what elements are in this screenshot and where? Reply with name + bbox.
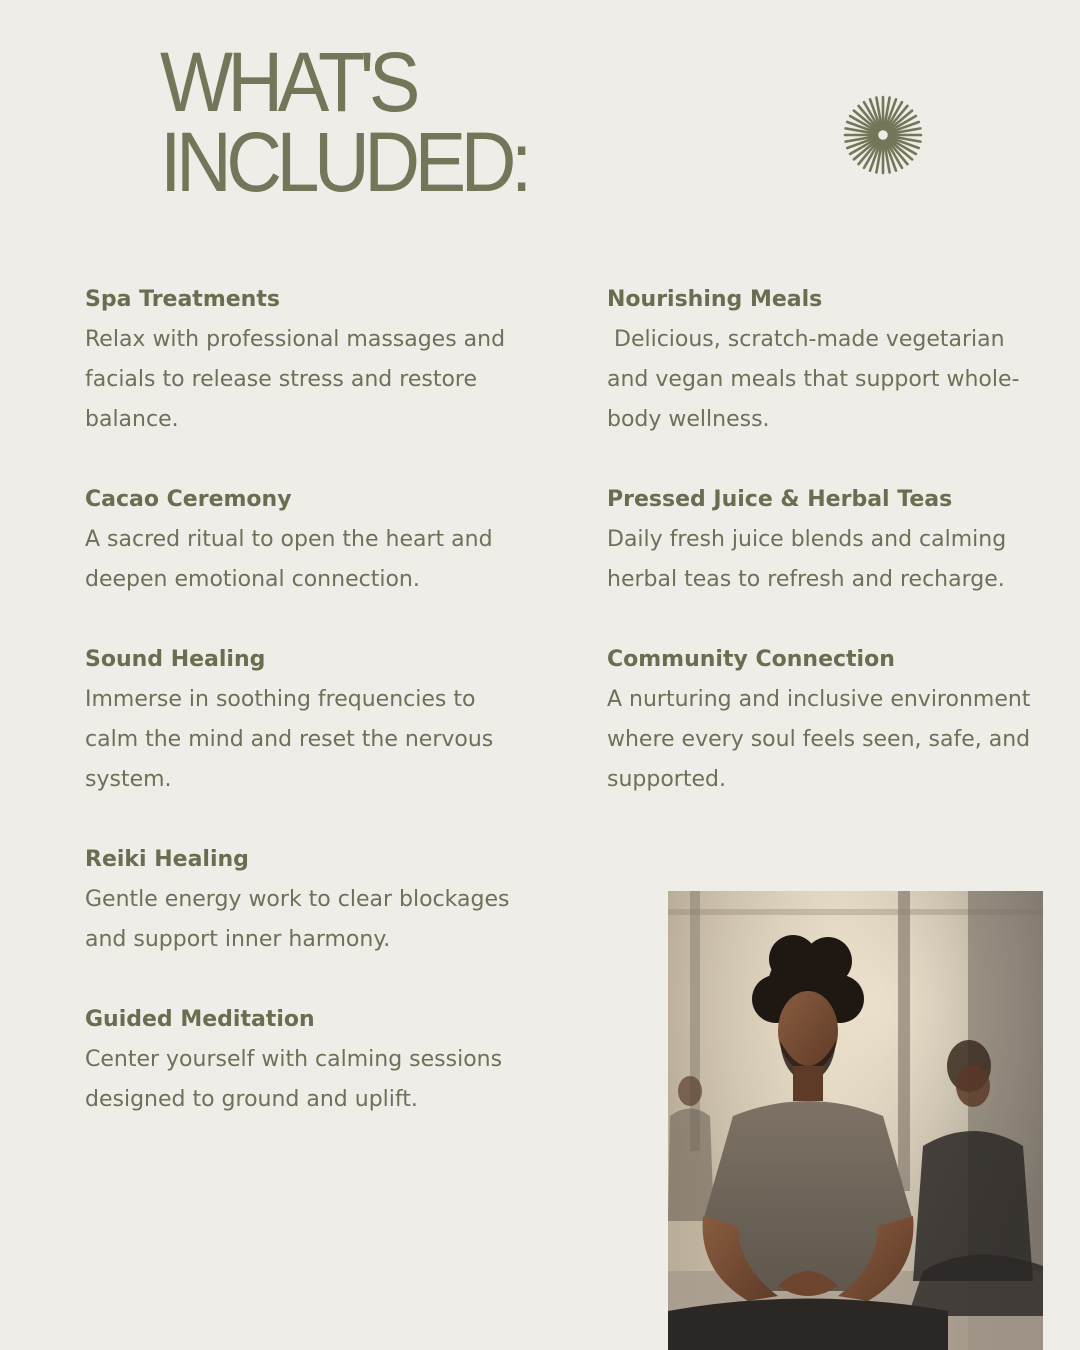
feature-description: Delicious, scratch-made vegetarian and vegan meals that support whole-body wellness. [607,327,1020,432]
meditation-photo [668,891,1043,1350]
feature-heading: Spa Treatments [85,287,280,312]
feature-description: A sacred ritual to open the heart and deepen emotional connection. [85,527,493,592]
feature-description: Daily fresh juice blends and calming herbal teas to refresh and recharge. [607,527,1007,592]
feature-guided-meditation [85,1000,535,1120]
feature-cacao-ceremony [85,480,535,600]
sunburst-icon [842,94,924,176]
feature-spa-treatments [85,280,535,440]
feature-heading: Sound Healing [85,647,266,672]
feature-description: Relax with professional massages and facials to release stress and restore balance. [85,327,506,432]
feature-description: A nurturing and inclusive environment where every soul feels seen, safe, and supported. [607,687,1031,792]
title-line-1: WHAT'S [160,35,415,129]
meditation-photo-illustration [668,891,1043,1350]
feature-heading: Guided Meditation [85,1007,315,1032]
page-title [160,35,527,209]
feature-description: Immerse in soothing frequencies to calm the mind and reset the nervous system. [85,687,494,792]
feature-sound-healing [85,640,535,800]
title-line-2: INCLUDED: [160,115,527,209]
feature-nourishing-meals [607,280,1052,440]
feature-heading: Pressed Juice & Herbal Teas [607,487,953,512]
feature-heading: Nourishing Meals [607,287,823,312]
feature-description: Gentle energy work to clear blockages and support inner harmony. [85,887,510,952]
feature-heading: Cacao Ceremony [85,487,292,512]
feature-description: Center yourself with calming sessions designed to ground and uplift. [85,1047,503,1112]
feature-heading: Community Connection [607,647,895,672]
feature-heading: Reiki Healing [85,847,249,872]
feature-community-connection [607,640,1052,800]
feature-pressed-juice-herbal-teas [607,480,1052,600]
feature-reiki-healing [85,840,535,960]
